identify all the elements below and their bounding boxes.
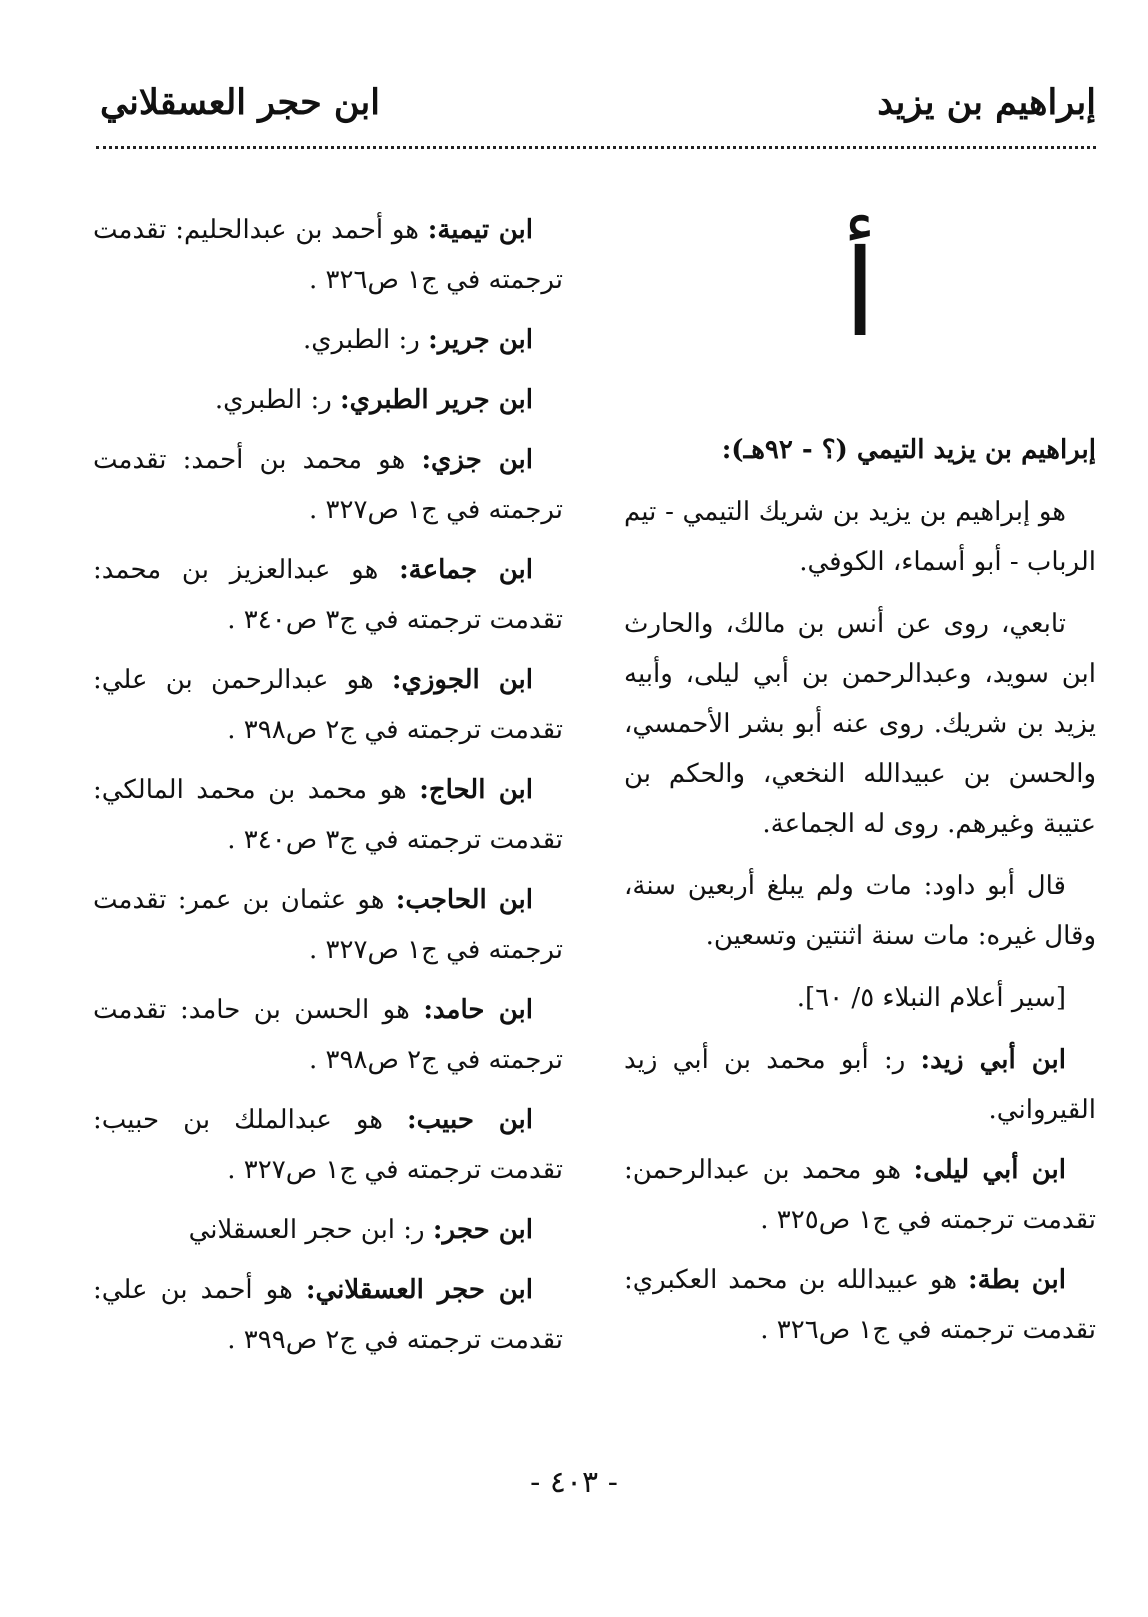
entry-head: ابن الحاجب: (395, 885, 534, 915)
index-entry (93, 545, 563, 645)
right-column (624, 205, 1096, 1365)
index-entry (93, 205, 563, 305)
entry-text: هو عبدالرحمن بن علي: تقدمت ترجمته في ج٢ ص٣٩٨ . (93, 665, 563, 745)
index-entry (624, 1145, 1096, 1245)
source-reference: [سير أعلام النبلاء ٥/ ٦٠]. (796, 983, 1066, 1013)
index-entry (93, 1205, 563, 1255)
running-header-left: ابن حجر العسقلاني (100, 82, 381, 123)
entry-head: ابن حامد: (423, 995, 533, 1025)
entry-title-ibrahim: إبراهيم بن يزيد التيمي (؟ - ٩٢هـ): (721, 435, 1096, 465)
entry-head: ابن جزي: (421, 445, 533, 475)
entry-text: هو عبيدالله بن محمد العكبري: تقدمت ترجمته في ج١ ص٣٢٦ . (624, 1265, 1096, 1345)
biography-paragraph: قال أبو داود: مات ولم يبلغ أربعين سنة، وقال غيره: مات سنة اثنتين وتسعين. (624, 871, 1096, 951)
entry-text: هو محمد بن محمد المالكي: تقدمت ترجمته في ج٣ ص٣٤٠ . (93, 775, 563, 855)
entry-head: ابن الحاج: (419, 775, 533, 805)
entry-text: ر: ابن حجر العسقلاني (188, 1215, 433, 1245)
section-letter: أ (843, 225, 877, 364)
index-entry (93, 435, 563, 535)
entry-text: هو عبدالملك بن حبيب: تقدمت ترجمته في ج١ ص٣٢٧ . (93, 1105, 563, 1185)
entry-head: ابن الجوزي: (391, 665, 533, 695)
biography-paragraph: تابعي، روى عن أنس بن مالك، والحارث ابن سويد، وعبدالرحمن بن أبي ليلى، وأبيه يزيد بن شريك. روى عنه أبو بشر الأحمسي، والحسن بن عبيدالله النخعي، والحكم بن عتيبة وغيرهم. روى له الجماعة. (624, 609, 1096, 839)
index-entry (624, 1035, 1096, 1135)
entry-text: هو الحسن بن حامد: تقدمت ترجمته في ج٢ ص٣٩٨ . (93, 995, 563, 1075)
entry-head: ابن حجر: (432, 1215, 533, 1245)
index-entry (93, 375, 563, 425)
index-entry (93, 1265, 563, 1365)
entry-text: ر: الطبري. (302, 325, 429, 355)
index-entry (93, 655, 563, 755)
left-column (93, 205, 563, 1375)
index-entry (624, 1255, 1096, 1355)
entry-text: هو محمد بن عبدالرحمن: تقدمت ترجمته في ج١ ص٣٢٥ . (624, 1155, 1096, 1235)
entry-head: ابن تيمية: (427, 215, 533, 245)
entry-text: هو أحمد بن عبدالحليم: تقدمت ترجمته في ج١ ص٣٢٦ . (93, 215, 563, 295)
entry-text: هو محمد بن أحمد: تقدمت ترجمته في ج١ ص٣٢٧ . (93, 445, 563, 525)
index-entry (93, 315, 563, 365)
entry-head: ابن حجر العسقلاني: (305, 1275, 533, 1305)
entry-head: ابن جرير: (428, 325, 533, 355)
header-dotted-rule (96, 146, 1096, 149)
index-entry (93, 875, 563, 975)
entry-head: ابن أبي ليلى: (913, 1155, 1066, 1185)
entry-head: ابن جماعة: (399, 555, 533, 585)
index-entry (93, 1095, 563, 1195)
index-entry (93, 765, 563, 865)
index-entry (93, 985, 563, 1085)
entry-head: ابن بطة: (967, 1265, 1067, 1295)
entry-text: هو أحمد بن علي: تقدمت ترجمته في ج٢ ص٣٩٩ . (93, 1275, 563, 1355)
page-number: - ٤٠٣ - (530, 1465, 618, 1500)
entry-head: ابن أبي زيد: (920, 1045, 1066, 1075)
biography-paragraph: هو إبراهيم بن يزيد بن شريك التيمي - تيم الرباب - أبو أسماء، الكوفي. (624, 497, 1096, 577)
entry-text: ر: أبو محمد بن أبي زيد القيرواني. (624, 1045, 1096, 1125)
entry-text: هو عثمان بن عمر: تقدمت ترجمته في ج١ ص٣٢٧ . (93, 885, 563, 965)
entry-text: ر: الطبري. (214, 385, 341, 415)
running-header-right: إبراهيم بن يزيد (877, 82, 1096, 123)
entry-head: ابن حبيب: (407, 1105, 533, 1135)
entry-text: هو عبدالعزيز بن محمد: تقدمت ترجمته في ج٣ ص٣٤٠ . (93, 555, 563, 635)
entry-head: ابن جرير الطبري: (340, 385, 533, 415)
